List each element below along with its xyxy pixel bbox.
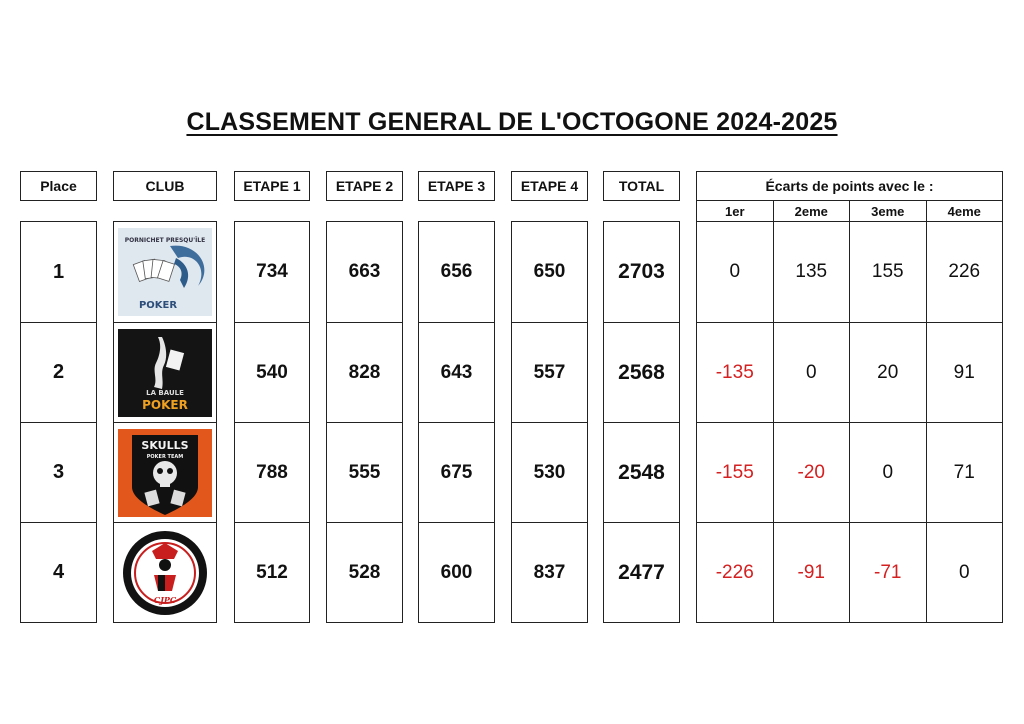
place-cell: 4 <box>21 522 96 622</box>
gap-cell: -155 <box>715 461 754 483</box>
gap-header-1er: 1er <box>724 203 745 219</box>
gap-cell: 0 <box>849 423 926 522</box>
gaps-title: Écarts de points avec le : <box>697 172 1002 201</box>
place-cell: 3 <box>21 422 96 522</box>
logo4-bottom: CJPC <box>153 594 177 605</box>
club-logo-cjpc <box>118 529 212 617</box>
header-etape-4: ETAPE 4 <box>511 171 588 201</box>
gap-cell: -91 <box>773 523 850 622</box>
gap-header-3eme: 3eme <box>849 201 926 221</box>
logo2-bottom: POKER <box>142 397 188 412</box>
club-cell <box>114 422 216 522</box>
score-cell: 528 <box>327 522 402 622</box>
club-cell <box>114 322 216 422</box>
score-cell: 656 <box>440 261 473 282</box>
gap-cell: -20 <box>773 423 850 522</box>
club-logo-la-baule <box>118 329 212 417</box>
gap-cell: 20 <box>849 323 926 422</box>
score-cell: 675 <box>419 422 494 522</box>
score-cell: 540 <box>235 322 309 422</box>
gap-cell: -135 <box>715 361 754 383</box>
total-cell: 2548 <box>604 422 679 522</box>
place-column <box>20 221 97 623</box>
gap-cell: 91 <box>926 323 1003 422</box>
score-cell: 828 <box>327 322 402 422</box>
total-column <box>603 221 680 623</box>
gaps-header <box>696 171 1003 222</box>
gap-cell: 226 <box>926 222 1003 322</box>
score-cell: 788 <box>235 422 309 522</box>
page-title: CLASSEMENT GENERAL DE L'OCTOGONE 2024-2025 <box>186 108 838 136</box>
header-place: Place <box>20 171 97 201</box>
score-cell: 557 <box>512 322 587 422</box>
gap-row <box>697 222 1002 322</box>
header-etape-2: ETAPE 2 <box>326 171 403 201</box>
total-cell: 2568 <box>604 322 679 422</box>
score-cell: 600 <box>419 522 494 622</box>
total-cell: 2477 <box>604 522 679 622</box>
score-cell: 530 <box>512 422 587 522</box>
gap-cell: 0 <box>773 323 850 422</box>
etape-4-column <box>511 221 588 623</box>
gap-cell: 0 <box>729 261 741 282</box>
score-cell: 663 <box>348 261 381 282</box>
score-cell: 650 <box>533 261 566 282</box>
gap-row <box>697 422 1002 522</box>
place-cell: 1 <box>52 260 65 283</box>
score-cell: 512 <box>235 522 309 622</box>
place-cell: 2 <box>21 322 96 422</box>
header-etape-1: ETAPE 1 <box>234 171 310 201</box>
club-cell <box>114 222 216 322</box>
logo1-bottom: POKER <box>138 300 178 311</box>
club-cell <box>114 522 216 622</box>
logo1-top: PORNICHET PRESQU'ÎLE <box>124 237 206 244</box>
gap-cell: 135 <box>773 222 850 322</box>
score-cell: 734 <box>256 261 288 282</box>
logo3-top: SKULLS <box>141 438 189 452</box>
total-cell: 2703 <box>618 260 665 283</box>
gap-cell: -226 <box>715 561 754 583</box>
gap-header-4eme: 4eme <box>926 201 1003 221</box>
gap-row <box>697 522 1002 622</box>
header-total: TOTAL <box>603 171 680 201</box>
logo3-sub: POKER TEAM <box>146 453 184 460</box>
score-cell: 837 <box>512 522 587 622</box>
gap-row <box>697 322 1002 422</box>
score-cell: 643 <box>419 322 494 422</box>
header-club: CLUB <box>113 171 217 201</box>
club-logo-pornichet <box>118 228 212 316</box>
gaps-table <box>696 221 1003 623</box>
etape-2-column <box>326 221 403 623</box>
etape-3-column <box>418 221 495 623</box>
gap-cell: 155 <box>849 222 926 322</box>
club-logo-skulls <box>118 429 212 517</box>
gap-cell: 71 <box>926 423 1003 522</box>
gap-cell: 0 <box>926 523 1003 622</box>
header-etape-3: ETAPE 3 <box>418 171 495 201</box>
gap-cell: -71 <box>849 523 926 622</box>
logo2-top: LA BAULE <box>146 388 184 397</box>
etape-1-column <box>234 221 310 623</box>
score-cell: 555 <box>327 422 402 522</box>
club-column <box>113 221 217 623</box>
gap-header-2eme: 2eme <box>773 201 850 221</box>
